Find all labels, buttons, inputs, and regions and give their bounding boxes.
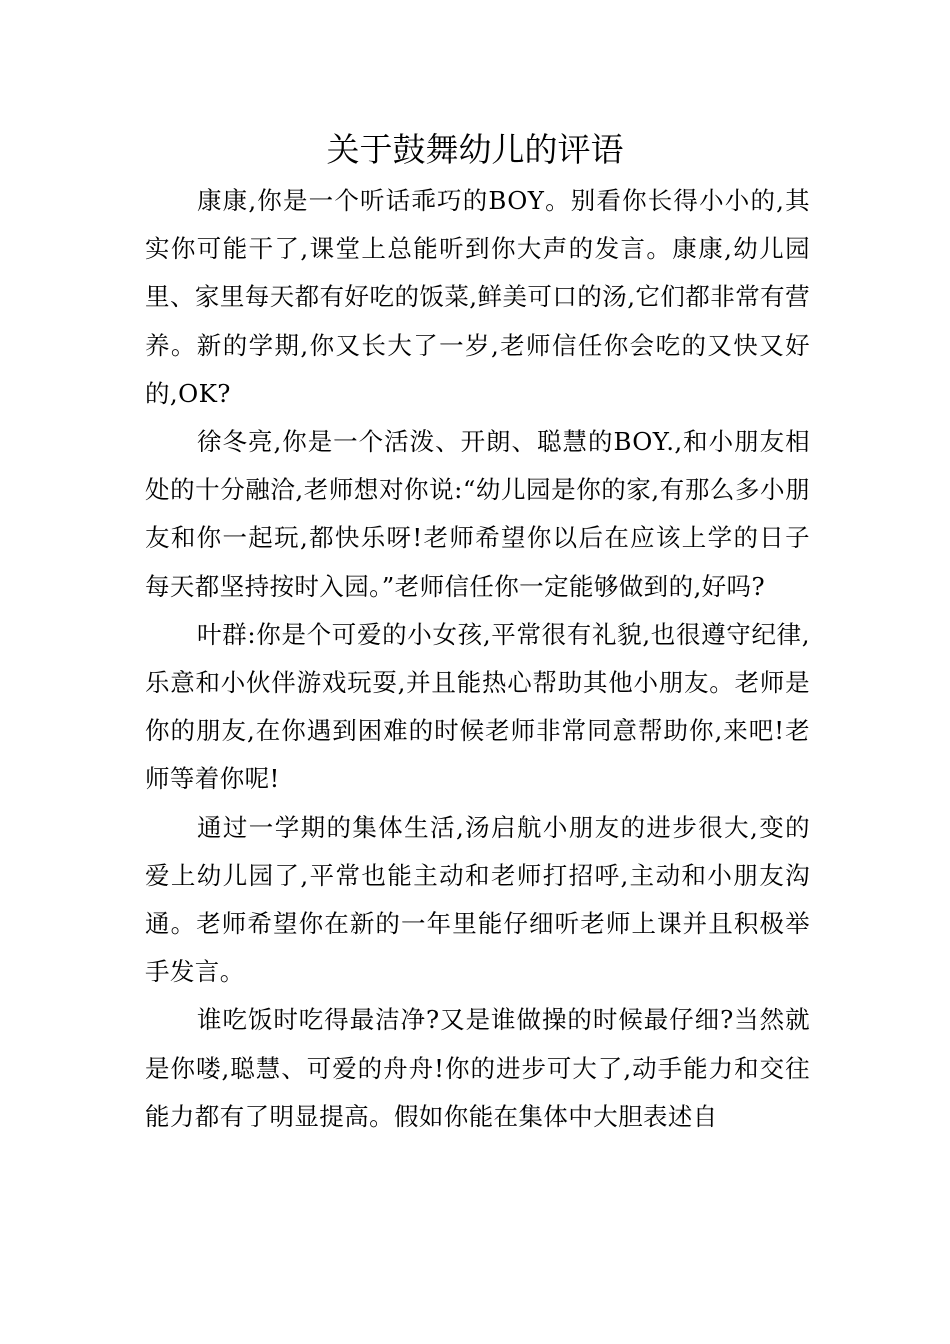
paragraph: 通过一学期的集体生活,汤启航小朋友的进步很大,变的爱上幼儿园了,平常也能主动和老师打招呼,主动和小朋友沟通。老师希望你在新的一年里能仔细听老师上课并且积极举手发言。 [145,812,810,987]
document-title: 关于鼓舞幼儿的评语 [326,130,624,169]
paragraph: 叶群:你是个可爱的小女孩,平常很有礼貌,也很遵守纪律,乐意和小伙伴游戏玩耍,并且能热心帮助其他小朋友。老师是你的朋友,在你遇到困难的时候老师非常同意帮助你,来吧!老师等着你呢! [145,619,810,794]
paragraph: 康康,你是一个听话乖巧的BOY。别看你长得小小的,其实你可能干了,课堂上总能听到你大声的发言。康康,幼儿园里、家里每天都有好吃的饭菜,鲜美可口的汤,它们都非常有营养。新的学期,你又长大了一岁,老师信任你会吃的又快又好的,OK? [145,186,810,408]
paragraph: 谁吃饭时吃得最洁净?又是谁做操的时候最仔细?当然就是你喽,聪慧、可爱的舟舟!你的进步可大了,动手能力和交往能力都有了明显提高。假如你能在集体中大胆表述自 [145,1005,810,1131]
paragraph: 徐冬亮,你是一个活泼、开朗、聪慧的BOY.,和小朋友相处的十分融洽,老师想对你说:“幼儿园是你的家,有那么多小朋友和你一起玩,都快乐呀!老师希望你以后在应该上学的日子每天都坚持按时入园。”老师信任你一定能够做到的,好吗? [145,427,810,601]
document-body [145,177,810,1141]
